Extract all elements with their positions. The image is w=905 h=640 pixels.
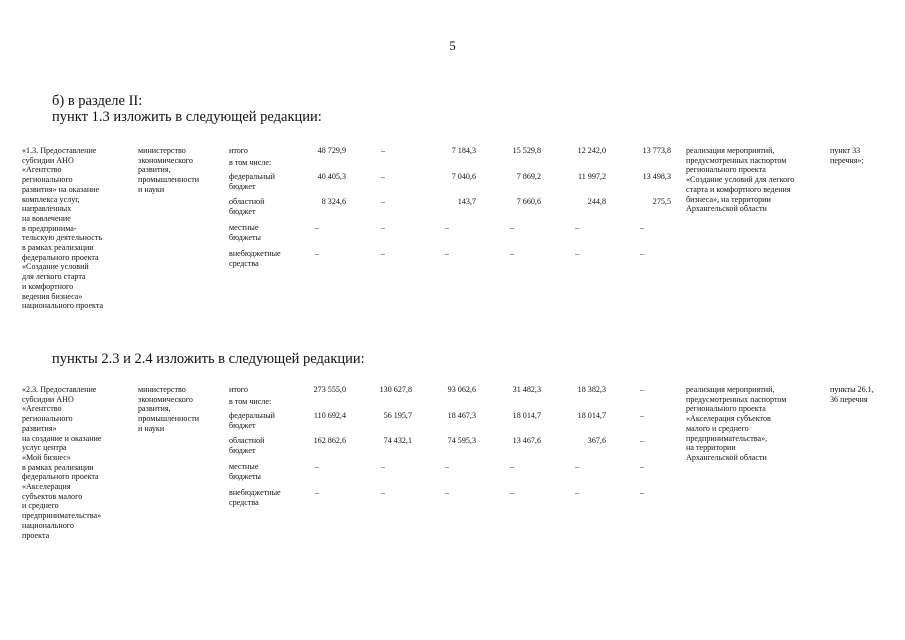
text-line: и науки: [138, 423, 165, 433]
table2-executor: [138, 385, 199, 434]
table-cell: 7 869,2: [516, 172, 541, 181]
table-cell: 18 382,3: [577, 385, 606, 394]
table-cell: –: [574, 462, 580, 471]
text-line: развития» на оказание: [22, 184, 100, 194]
text-line: на территории: [686, 443, 736, 453]
text-line: предусмотренных паспортом: [686, 394, 787, 404]
text-line: для легкого старта: [22, 272, 86, 282]
table-cell: –: [314, 249, 320, 258]
table-cell: –: [444, 249, 450, 258]
text-line: регионального: [22, 175, 73, 185]
table-cell: –: [380, 172, 386, 181]
row-label-line: местные: [229, 462, 259, 471]
text-line: экономического: [138, 394, 193, 404]
text-line: министерство: [138, 385, 186, 394]
table-cell: –: [380, 197, 386, 206]
text-line: и среднего: [22, 501, 59, 511]
text-line: предпринимательства»,: [686, 433, 768, 443]
table-cell: 13 467,6: [512, 436, 541, 445]
table-cell: 110 692,4: [313, 411, 346, 420]
row-label-line: средства: [229, 497, 259, 507]
table-cell: –: [509, 223, 515, 232]
text-line: «Акселерация: [22, 482, 71, 492]
text-line: реализация мероприятий,: [686, 385, 775, 394]
table-cell: 13 773,8: [642, 146, 671, 155]
row-label-line: федеральный: [229, 411, 275, 420]
table-cell: 18 467,3: [447, 411, 476, 420]
table-cell: –: [509, 462, 515, 471]
text-line: перечня»;: [830, 155, 864, 165]
row-label-line: бюджеты: [229, 471, 261, 481]
text-line: национального проекта: [22, 301, 104, 311]
text-line: субсидии АНО: [22, 394, 74, 404]
table-cell: –: [380, 146, 386, 155]
row-label-line: бюджет: [229, 181, 256, 191]
text-line: регионального проекта: [686, 165, 766, 175]
table-cell: 143,7: [457, 197, 476, 206]
table-cell: –: [639, 223, 645, 232]
text-line: «Мой бизнес»: [22, 452, 71, 462]
text-line: развития»: [22, 423, 57, 433]
row-label-line: областной: [229, 197, 265, 206]
table-cell: –: [509, 488, 515, 497]
text-line: и комфортного: [22, 281, 74, 291]
row-label-line: средства: [229, 258, 259, 268]
text-line: «Создание условий: [22, 262, 89, 272]
row-label-line: местные: [229, 223, 259, 232]
text-line: предпринимательства»: [22, 511, 102, 521]
table-cell: 15 529,8: [512, 146, 541, 155]
table-cell: 130 627,8: [379, 385, 412, 394]
text-line: в предпринима-: [22, 223, 77, 233]
row-label-line: бюджеты: [229, 232, 261, 242]
table-cell: 273 555,0: [313, 385, 346, 394]
table-cell: 93 062,6: [447, 385, 476, 394]
table-cell: –: [314, 462, 320, 471]
text-line: «1.3. Предоставление: [22, 146, 97, 155]
table-cell: –: [380, 488, 386, 497]
table2-measure-name: [22, 385, 101, 540]
text-line: бизнеса», на территории: [686, 194, 771, 204]
text-line: национального: [22, 520, 74, 530]
text-line: федерального проекта: [22, 252, 99, 262]
table2-expected-result: [686, 385, 786, 463]
table-cell: –: [444, 488, 450, 497]
row-label-line: бюджет: [229, 420, 256, 430]
text-line: реализация мероприятий,: [686, 146, 775, 155]
row-label-line: итого: [229, 146, 248, 155]
table-cell: –: [314, 488, 320, 497]
table-cell: –: [380, 223, 386, 232]
text-line: услуг центра: [22, 443, 67, 453]
row-label: [229, 385, 248, 395]
row-label-line: в том числе:: [229, 397, 272, 406]
table-cell: 7 660,6: [516, 197, 541, 206]
table-cell: 7 040,6: [451, 172, 476, 181]
row-label: [229, 462, 261, 481]
table-cell: –: [639, 249, 645, 258]
text-line: «Агентство: [22, 404, 62, 414]
row-label: [229, 436, 264, 455]
text-line: «Акселерация субъектов: [686, 414, 771, 424]
text-line: субъектов малого: [22, 491, 83, 501]
text-line: федерального проекта: [22, 472, 99, 482]
text-line: тельскую деятельность: [22, 233, 103, 243]
table-cell: 13 498,3: [642, 172, 671, 181]
text-line: малого и среднего: [686, 423, 749, 433]
table-cell: 8 324,6: [321, 197, 346, 206]
table-cell: 56 195,7: [383, 411, 412, 420]
table-cell: 244,8: [587, 197, 606, 206]
table2-reference: [830, 385, 874, 404]
text-line: пункт 33: [830, 146, 861, 155]
text-line: предусмотренных паспортом: [686, 155, 787, 165]
table-cell: –: [574, 223, 580, 232]
row-label-line: итого: [229, 385, 248, 394]
table-cell: –: [314, 223, 320, 232]
text-line: развития,: [138, 404, 171, 414]
text-line: старта и комфортного ведения: [686, 184, 791, 194]
text-line: Архангельской области: [686, 452, 767, 462]
text-line: 36 перечня: [830, 394, 868, 404]
text-line: в рамках реализации: [22, 462, 94, 472]
text-line: регионального проекта: [686, 404, 766, 414]
text-line: субсидии АНО: [22, 155, 74, 165]
section-heading: б) в разделе II:: [52, 93, 143, 109]
row-label-line: федеральный: [229, 172, 275, 181]
table-cell: –: [639, 411, 645, 420]
row-label-line: бюджет: [229, 206, 256, 216]
text-line: экономического: [138, 155, 193, 165]
text-line: промышленности: [138, 175, 200, 185]
item-heading-1: пункт 1.3 изложить в следующей редакции:: [52, 109, 322, 125]
table-cell: 74 595,3: [447, 436, 476, 445]
table-cell: –: [639, 488, 645, 497]
table-cell: –: [509, 249, 515, 258]
text-line: пункты 26.1,: [830, 385, 874, 394]
text-line: развития,: [138, 165, 171, 175]
text-line: в рамках реализации: [22, 243, 94, 253]
table-cell: 18 014,7: [512, 411, 541, 420]
table-cell: 40 405,3: [317, 172, 346, 181]
text-line: регионального: [22, 414, 73, 424]
row-label-line: в том числе:: [229, 158, 272, 167]
row-label-line: бюджет: [229, 445, 256, 455]
item-heading-2: пункты 2.3 и 2.4 изложить в следующей редакции:: [52, 351, 365, 367]
table-cell: –: [639, 436, 645, 445]
row-label: [229, 488, 281, 507]
text-line: «2.3. Предоставление: [22, 385, 97, 394]
table-cell: 367,6: [587, 436, 606, 445]
table-cell: –: [639, 462, 645, 471]
table-cell: 48 729,9: [317, 146, 346, 155]
table-cell: 162 862,6: [313, 436, 346, 445]
row-label-line: внебюджетные: [229, 488, 281, 497]
table-cell: 12 242,0: [577, 146, 606, 155]
text-line: и науки: [138, 184, 165, 194]
row-label: [229, 411, 275, 430]
table-cell: –: [444, 223, 450, 232]
table-cell: –: [444, 462, 450, 471]
text-line: комплекса услуг,: [22, 194, 80, 204]
table-cell: –: [639, 385, 645, 394]
table-cell: 11 997,2: [577, 172, 606, 181]
row-label-line: внебюджетные: [229, 249, 281, 258]
text-line: на вовлечение: [22, 213, 71, 223]
table-cell: 74 432,1: [383, 436, 412, 445]
row-label: [229, 397, 271, 407]
table-cell: 18 014,7: [577, 411, 606, 420]
text-line: Архангельской области: [686, 204, 767, 214]
text-line: на создание и оказание: [22, 433, 102, 443]
text-line: проекта: [22, 530, 50, 540]
table-cell: 7 184,3: [451, 146, 476, 155]
table-cell: –: [380, 462, 386, 471]
table-cell: –: [574, 488, 580, 497]
table-cell: 31 482,3: [512, 385, 541, 394]
text-line: промышленности: [138, 414, 200, 424]
text-line: ведения бизнеса»: [22, 291, 83, 301]
table-cell: 275,5: [652, 197, 671, 206]
table-cell: –: [380, 249, 386, 258]
text-line: «Создание условий для легкого: [686, 175, 795, 185]
text-line: «Агентство: [22, 165, 62, 175]
page-number: 5: [449, 38, 456, 53]
row-label-line: областной: [229, 436, 265, 445]
text-line: министерство: [138, 146, 186, 155]
text-line: направленных: [22, 204, 72, 214]
table-cell: –: [574, 249, 580, 258]
